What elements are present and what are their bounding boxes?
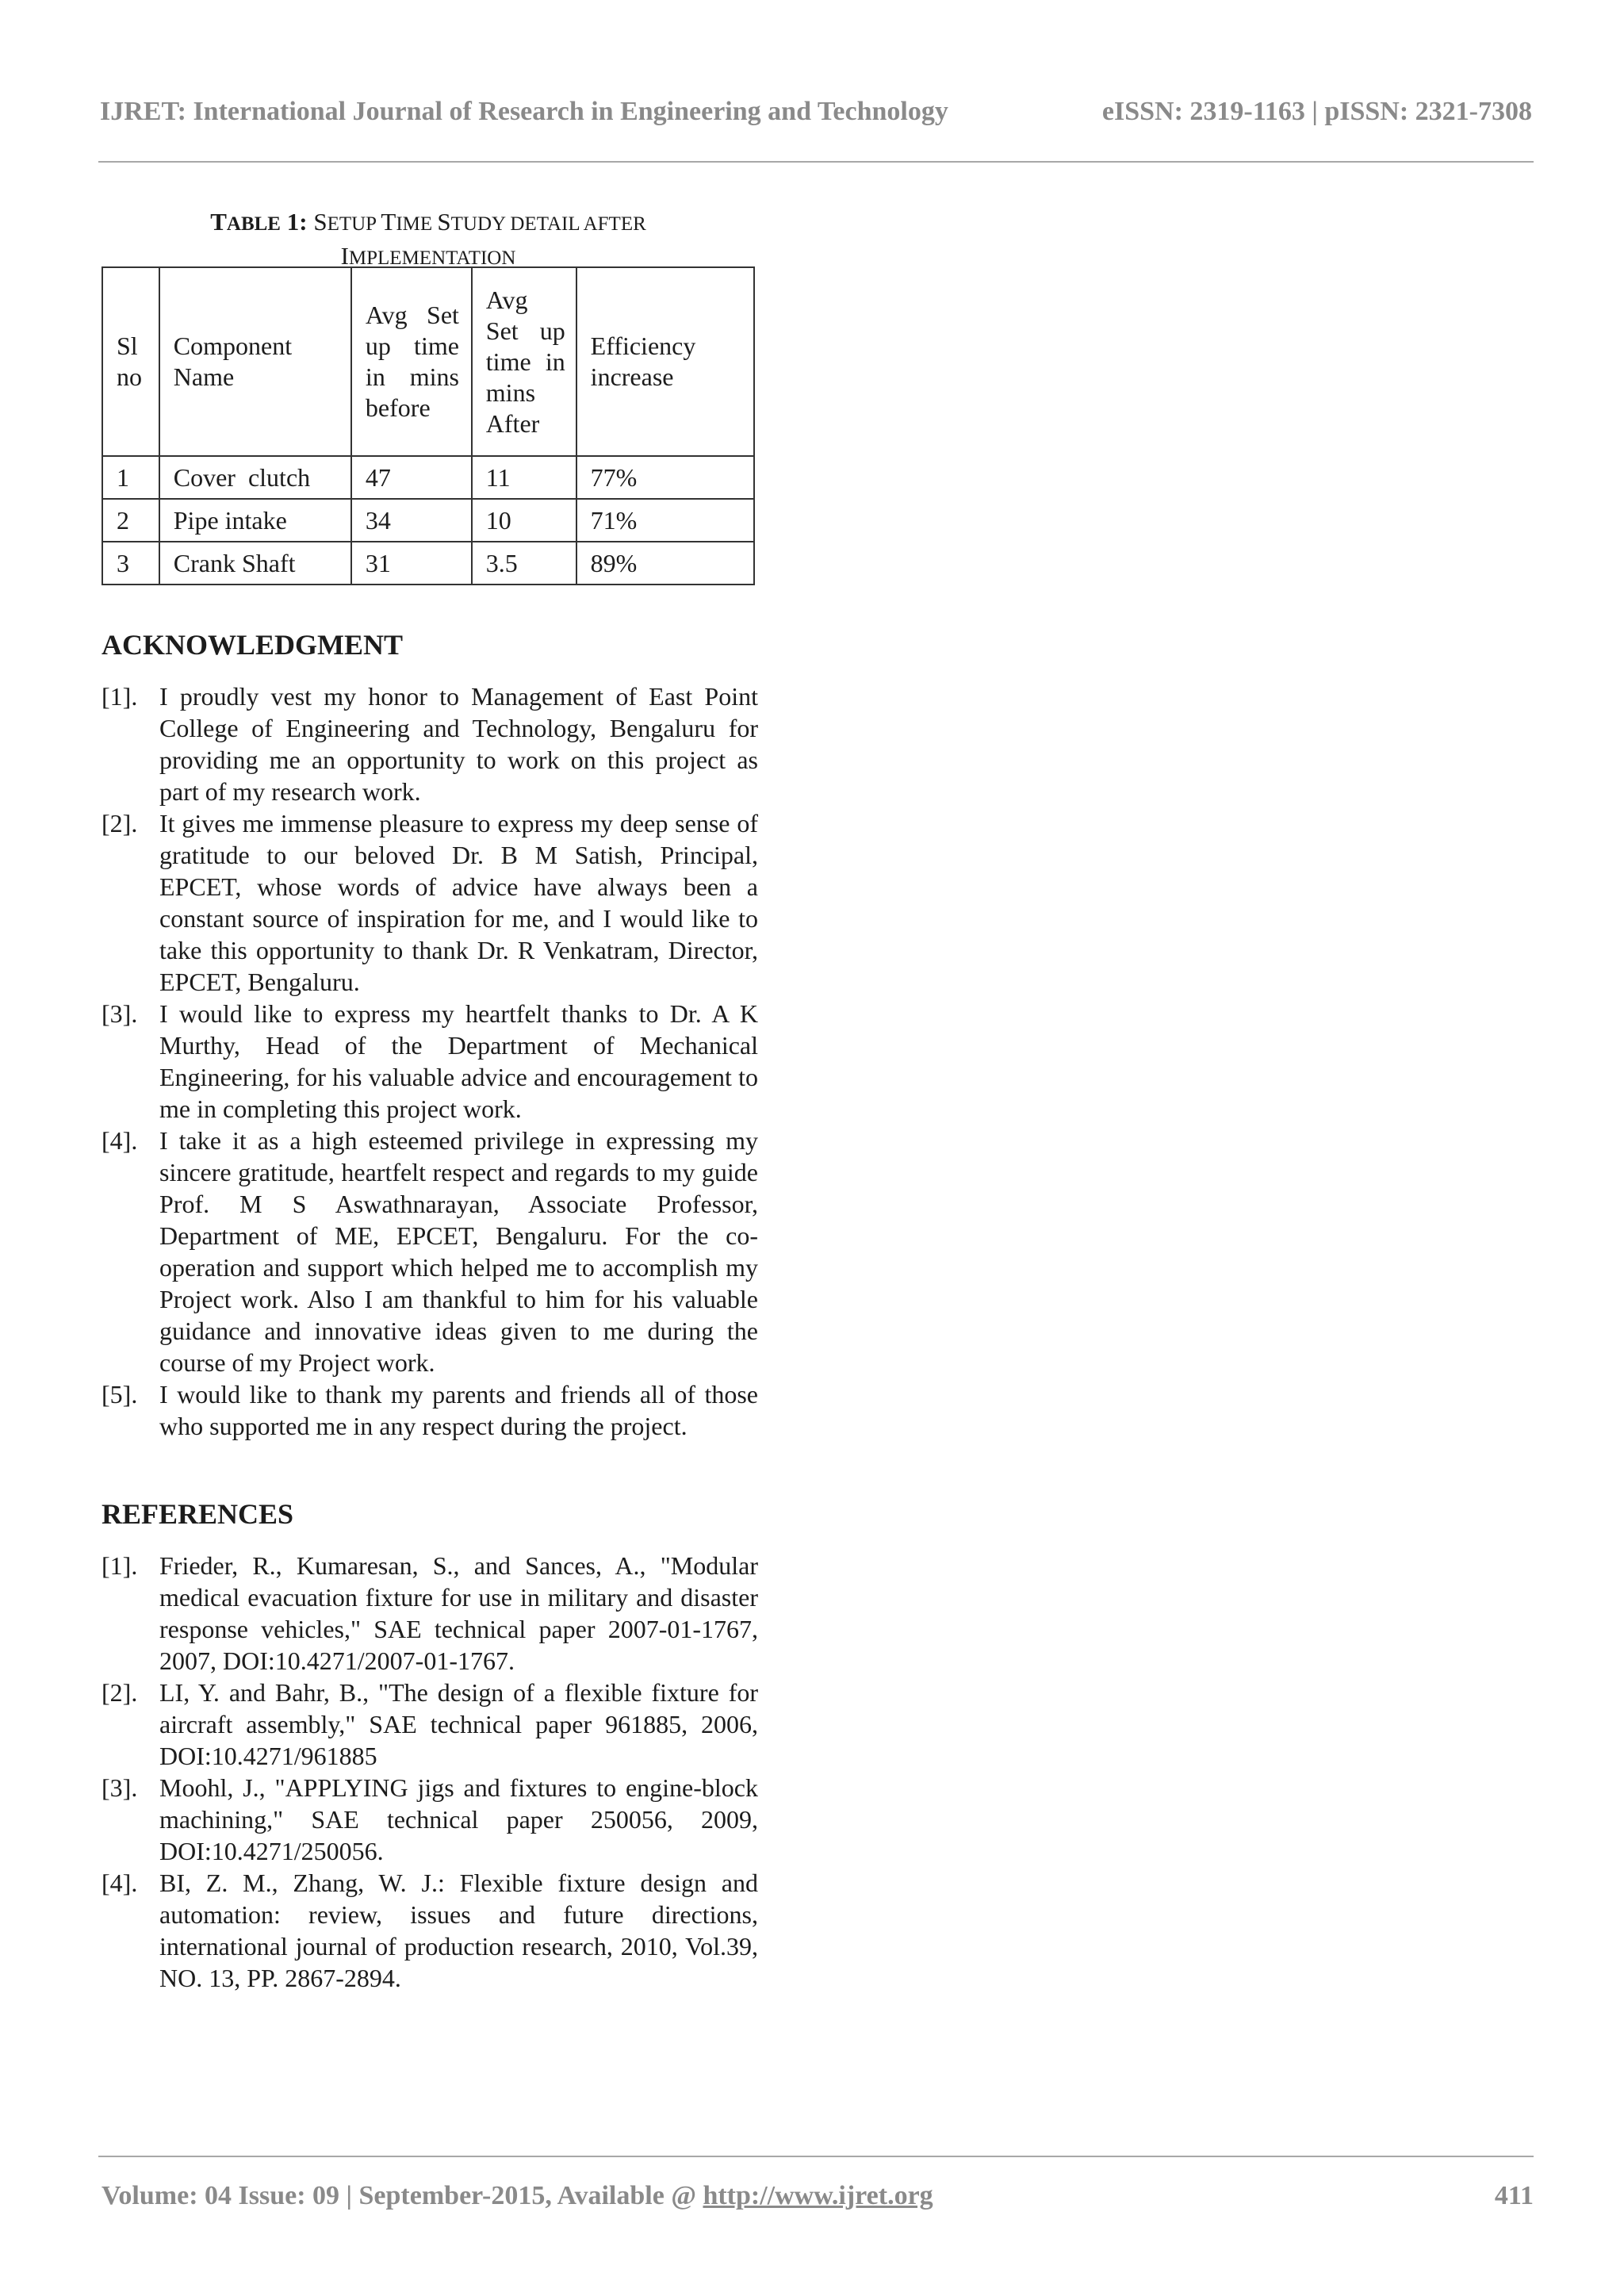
- list-item: [102, 1550, 758, 1677]
- references-list: [102, 1550, 758, 1994]
- table-caption: [102, 206, 755, 274]
- header-sl-no: Sl no: [117, 332, 142, 391]
- item-text: LI, Y. and Bahr, B., "The design of a flexible fixture for aircraft assembly," SAE technical paper 961885, 2006, DOI:10.4271/961885: [159, 1678, 758, 1770]
- header-avg-after: Avg Set up time in mins After: [485, 285, 565, 438]
- table-cell: 34: [351, 499, 472, 542]
- item-number: [4].: [102, 1869, 138, 1897]
- table-cell: 11: [472, 456, 576, 499]
- acknowledgment-list: [102, 680, 758, 1442]
- item-text: It gives me immense pleasure to express my deep sense of gratitude to our beloved Dr. B M Satish, Principal, EPCET, whose words of advice have always been a constant source of inspiration for me, and I would like to take this opportunity to thank Dr. R Venkatram, Director, EPCET, Bengaluru.: [159, 809, 758, 996]
- table-caption-text: SETUP TIME STUDY DETAIL AFTER IMPLEMENTATION: [313, 208, 646, 270]
- table-cell: Cover clutch: [159, 456, 351, 499]
- table-cell: 71%: [576, 499, 754, 542]
- item-text: I proudly vest my honor to Management of East Point College of Engineering and Technology, Bengaluru for providing me an opportunity to work on this project as part of my research work.: [159, 682, 758, 806]
- table-header-row: [102, 267, 754, 456]
- table-cell: Pipe intake: [159, 499, 351, 542]
- item-number: [1].: [102, 1551, 138, 1580]
- setup-time-table: [102, 266, 755, 585]
- header-component-name: Component Name: [173, 332, 293, 391]
- table-header-cell: [159, 267, 351, 456]
- table-cell: 89%: [576, 542, 754, 585]
- item-text: I would like to thank my parents and friends all of those who supported me in any respect during the project.: [159, 1380, 758, 1440]
- footer-divider: [98, 2156, 1534, 2157]
- acknowledgment-heading: ACKNOWLEDGMENT: [102, 629, 404, 661]
- item-number: [1].: [102, 682, 138, 711]
- item-number: [3].: [102, 1773, 138, 1802]
- table-header-cell: [351, 267, 472, 456]
- table-cell: 1: [102, 456, 159, 499]
- list-item: [102, 680, 758, 807]
- footer-volume: [102, 2181, 933, 2211]
- list-item: [102, 1125, 758, 1378]
- journal-title: IJRET: International Journal of Research in Engineering and Technology: [100, 97, 948, 126]
- item-text: I would like to express my heartfelt thanks to Dr. A K Murthy, Head of the Department of Mechanical Engineering, for his valuable advice and encouragement to me in completing this project work.: [159, 999, 758, 1123]
- table-row: [102, 499, 754, 542]
- list-item: [102, 1378, 758, 1442]
- item-text: Frieder, R., Kumaresan, S., and Sances, A., "Modular medical evacuation fixture for use in military and disaster response vehicles," SAE technical paper 2007-01-1767, 2007, DOI:10.4271/2007-01-1767.: [159, 1551, 758, 1675]
- item-number: [2].: [102, 1678, 138, 1707]
- table-cell: 31: [351, 542, 472, 585]
- volume-label: Volume: 04 Issue: 09 | September-2015, Available @: [102, 2181, 703, 2210]
- list-item: [102, 1677, 758, 1772]
- list-item: [102, 807, 758, 998]
- table-cell: 3.5: [472, 542, 576, 585]
- table-cell: 77%: [576, 456, 754, 499]
- table-header-cell: [472, 267, 576, 456]
- list-item: [102, 1772, 758, 1867]
- table-cell: Crank Shaft: [159, 542, 351, 585]
- table-cell: 10: [472, 499, 576, 542]
- references-heading: REFERENCES: [102, 1498, 294, 1530]
- journal-website-link[interactable]: http://www.ijret.org: [703, 2181, 933, 2210]
- table-cell: 47: [351, 456, 472, 499]
- list-item: [102, 1867, 758, 1994]
- item-number: [2].: [102, 809, 138, 838]
- item-number: [3].: [102, 999, 138, 1028]
- table-header-cell: [576, 267, 754, 456]
- table-cell: 3: [102, 542, 159, 585]
- table-row: [102, 456, 754, 499]
- item-number: [4].: [102, 1126, 138, 1155]
- page-number: 411: [1494, 2181, 1534, 2210]
- table-header-cell: [102, 267, 159, 456]
- item-text: Moohl, J., "APPLYING jigs and fixtures to engine-block machining," SAE technical paper 250056, 2009, DOI:10.4271/250056.: [159, 1773, 758, 1865]
- table-caption-label: TABLE 1:: [210, 208, 308, 236]
- running-header: [100, 97, 1532, 136]
- item-text: I take it as a high esteemed privilege in expressing my sincere gratitude, heartfelt respect and regards to my guide Prof. M S Aswathnarayan, Associate Professor, Department of ME, EPCET, Bengaluru. For the co-operation and support which helped me to accomplish my Project work. Also I am thankful to him for his valuable guidance and innovative ideas given to me during the course of my Project work.: [159, 1126, 758, 1377]
- table-cell: 2: [102, 499, 159, 542]
- header-avg-before: Avg Set up time in mins before: [365, 301, 459, 422]
- table-row: [102, 542, 754, 585]
- header-divider: [98, 161, 1534, 163]
- issn-label: eISSN: 2319-1163 | pISSN: 2321-7308: [1101, 97, 1532, 126]
- header-efficiency: Efficiency increase: [590, 332, 696, 391]
- item-text: BI, Z. M., Zhang, W. J.: Flexible fixture design and automation: review, issues and future directions, international journal of production research, 2010, Vol.39, NO. 13, PP. 2867-2894.: [159, 1869, 758, 1992]
- item-number: [5].: [102, 1380, 138, 1409]
- list-item: [102, 998, 758, 1125]
